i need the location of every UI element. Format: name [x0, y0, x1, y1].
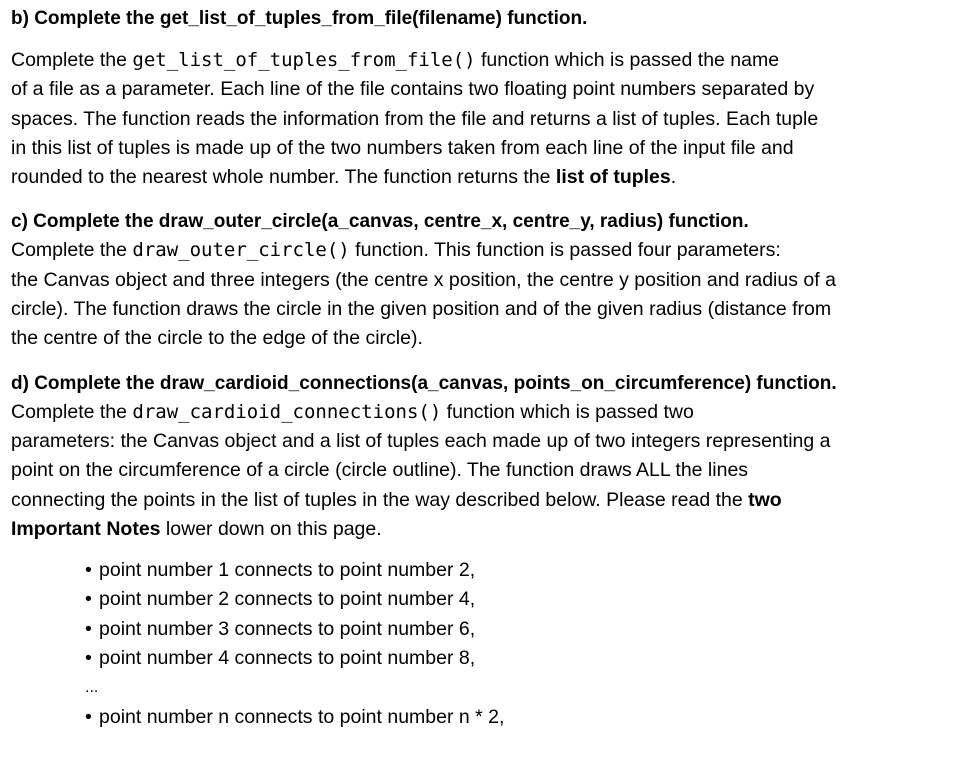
bullet-icon: •	[85, 617, 92, 640]
connection-list	[11, 556, 961, 673]
list-item: • point number 2 connects to point number 4,	[85, 585, 961, 614]
section-d-heading: d) Complete the draw_cardioid_connections(a_canvas, points_on_circumference) function.	[11, 372, 837, 394]
function-name-code: draw_outer_circle()	[132, 239, 350, 262]
section-b-heading: b) Complete the get_list_of_tuples_from_file(filename) function.	[11, 8, 588, 29]
section-d-line-4: connecting the points in the list of tuples in the way described below. Please read the two	[11, 488, 782, 511]
section-c-heading: c) Complete the draw_outer_circle(a_canvas, centre_x, centre_y, radius) function.	[11, 211, 749, 233]
section-c-line-3: circle). The function draws the circle in the given position and of the given radius (distance from	[11, 298, 832, 321]
section-c-line-4: the centre of the circle to the edge of the circle).	[11, 327, 423, 350]
list-item: • point number 4 connects to point number 8,	[85, 644, 961, 673]
section-d-line-1: Complete the draw_cardioid_connections() function which is passed two	[11, 400, 694, 423]
list-item: • point number 1 connects to point number 2,	[85, 556, 961, 585]
connection-list-general	[11, 703, 961, 732]
bullet-icon: •	[85, 647, 92, 670]
list-item: • point number 3 connects to point number 6,	[85, 615, 961, 644]
section-c-line-2: the Canvas object and three integers (the centre x position, the centre y position and radius of a	[11, 268, 836, 291]
function-name-code: get_list_of_tuples_from_file()	[132, 49, 476, 71]
section-d-line-3: point on the circumference of a circle (circle outline). The function draws ALL the lines	[11, 459, 749, 482]
section-b-line-5: rounded to the nearest whole number. The function returns the list of tuples.	[11, 166, 677, 189]
section-d-line-2: parameters: the Canvas object and a list of tuples each made up of two integers representing a	[11, 429, 831, 452]
section-b-paragraph	[11, 46, 961, 192]
section-d-line-5: Important Notes lower down on this page.	[11, 517, 382, 540]
bold-text: two	[748, 488, 782, 511]
document-page	[11, 4, 961, 733]
ellipsis: ...	[85, 679, 99, 697]
section-b-line-1: Complete the get_list_of_tuples_from_file() function which is passed the name	[11, 49, 780, 71]
bullet-icon: •	[85, 559, 92, 582]
section-c-paragraph	[11, 236, 961, 353]
section-c-line-1: Complete the draw_outer_circle() function. This function is passed four parameters:	[11, 239, 781, 262]
function-name-code: draw_cardioid_connections()	[132, 400, 442, 423]
bullet-icon: •	[85, 706, 92, 729]
section-b-line-2: of a file as a parameter. Each line of the file contains two floating point numbers separated by	[11, 78, 815, 101]
list-item: • point number n connects to point number n * 2,	[85, 703, 961, 732]
bullet-icon: •	[85, 588, 92, 611]
section-d-paragraph	[11, 398, 961, 544]
bold-text: list of tuples	[555, 166, 671, 189]
section-b-line-4: in this list of tuples is made up of the two numbers taken from each line of the input file and	[11, 136, 794, 159]
bold-text: Important Notes	[11, 517, 161, 540]
section-b-line-3: spaces. The function reads the information from the file and returns a list of tuples. Each tuple	[11, 107, 819, 130]
